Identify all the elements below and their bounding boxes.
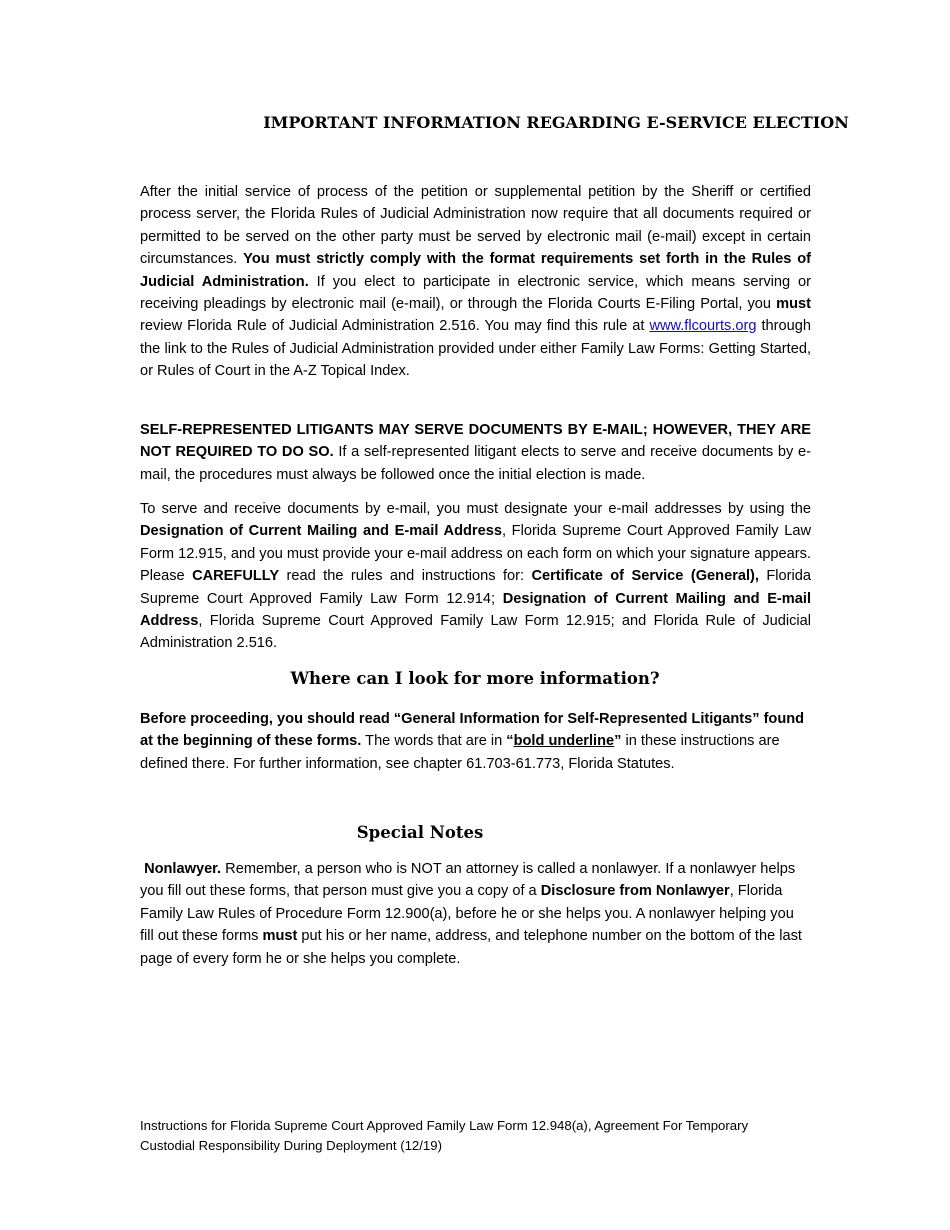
p1-bold-format-requirement: You must strictly comply with the format requirements set forth in the Rules of Judicial Administration. [140,251,812,290]
p3-text-e: read the rules and instructions for: [279,568,532,585]
p4-bold-intro: Before proceeding, you should read “General Information for Self-Represented Litigants” found at the beginning of these forms. [140,711,805,750]
p4-text-b: The words that are in [361,733,507,750]
p3-text-a: To serve and receive documents by e-mail, you must designate your e-mail addresses by using the [140,501,811,517]
p3-bold-carefully: CAREFULLY [192,568,280,585]
p1-text-a: After the initial service of process of the petition or supplemental petition by the Sheriff or certified process server, the Florida Rules of Judicial Administration now require that all documents required or permitted to be served on the other party must be served by electronic mail (e-mail) except in certain circumstances. [140,184,811,268]
p1-text-c: If you elect to participate in electronic service, which means serving or receiving pleadings by electronic mail (e-mail), or through the Florida Courts E-Filing Portal, you [140,273,811,313]
p5-bold-nonlawyer: Nonlawyer. [144,861,222,877]
p3-text-g: Florida Supreme Court Approved Family Law Form 12.914; [140,568,811,607]
p5-bold-must: must [262,928,298,945]
p1-text-e: review Florida Rule of Judicial Administration 2.516. You may find this rule at [140,318,650,335]
designation-paragraph [140,498,811,655]
p5-text-d: , Florida Family Law Rules of Procedure Form 12.900(a), before he or she helps you. A nonlawyer helping you fill out these forms [140,883,794,945]
p4-bold-underline: bold underline [513,733,615,750]
p3-text-c: , Florida Supreme Court Approved Family Law Form 12.915, and you must provide your e-mail address on each form on which your signature appears. Please [140,523,811,585]
special-notes-heading: Special Notes [356,823,484,842]
page-title: IMPORTANT INFORMATION REGARDING E-SERVICE ELECTION [263,113,849,132]
nonlawyer-paragraph [140,858,811,970]
p3-text-i: , Florida Supreme Court Approved Family Law Form 12.915; and Florida Rule of Judicial Administration 2.516. [140,613,811,652]
p5-bold-disclosure: Disclosure from Nonlawyer [540,883,730,900]
e-service-paragraph [140,181,811,383]
more-information-paragraph [140,708,811,775]
footer-line-1: Instructions for Florida Supreme Court Approved Family Law Form 12.948(a), Agreement For Temporary [140,1118,749,1133]
p1-bold-must: must [776,296,811,313]
p3-bold-designation: Designation of Current Mailing and E-mail Address [140,523,502,540]
flcourts-link[interactable]: www.flcourts.org [649,318,757,335]
p5-text-f: put his or her name, address, and telephone number on the bottom of the last page of every form he or she helps you complete. [140,928,802,967]
p2-bold-heading: SELF-REPRESENTED LITIGANTS MAY SERVE DOCUMENTS BY E-MAIL; HOWEVER, THEY ARE NOT REQUIRED TO DO SO. [140,422,811,461]
p2-text: If a self-represented litigant elects to serve and receive documents by e-mail, the procedures must always be followed once the initial election is made. [140,444,811,483]
p1-text-f: through the link to the Rules of Judicial Administration provided under either Family Law Forms: Getting Started, or Rules of Court in the A-Z Topical Index. [140,318,811,380]
p3-bold-designation-2: Designation of Current Mailing and E-mail Address [140,590,811,630]
more-information-heading: Where can I look for more information? [290,669,660,688]
page-footer [140,1116,840,1155]
p5-text-b: Remember, a person who is NOT an attorney is called a nonlawyer. If a nonlawyer helps you fill out these forms, that person must give you a copy of a [140,861,796,900]
p4-open-quote: “ [506,733,514,750]
footer-line-2: Custodial Responsibility During Deployment (12/19) [140,1137,442,1153]
p4-text-f: in these instructions are defined there. For further information, see chapter 61.703-61.773, Florida Statutes. [140,733,780,772]
p3-bold-certificate: Certificate of Service (General), [531,568,759,585]
p4-close-quote: ” [614,733,622,750]
self-represented-paragraph [140,419,811,486]
